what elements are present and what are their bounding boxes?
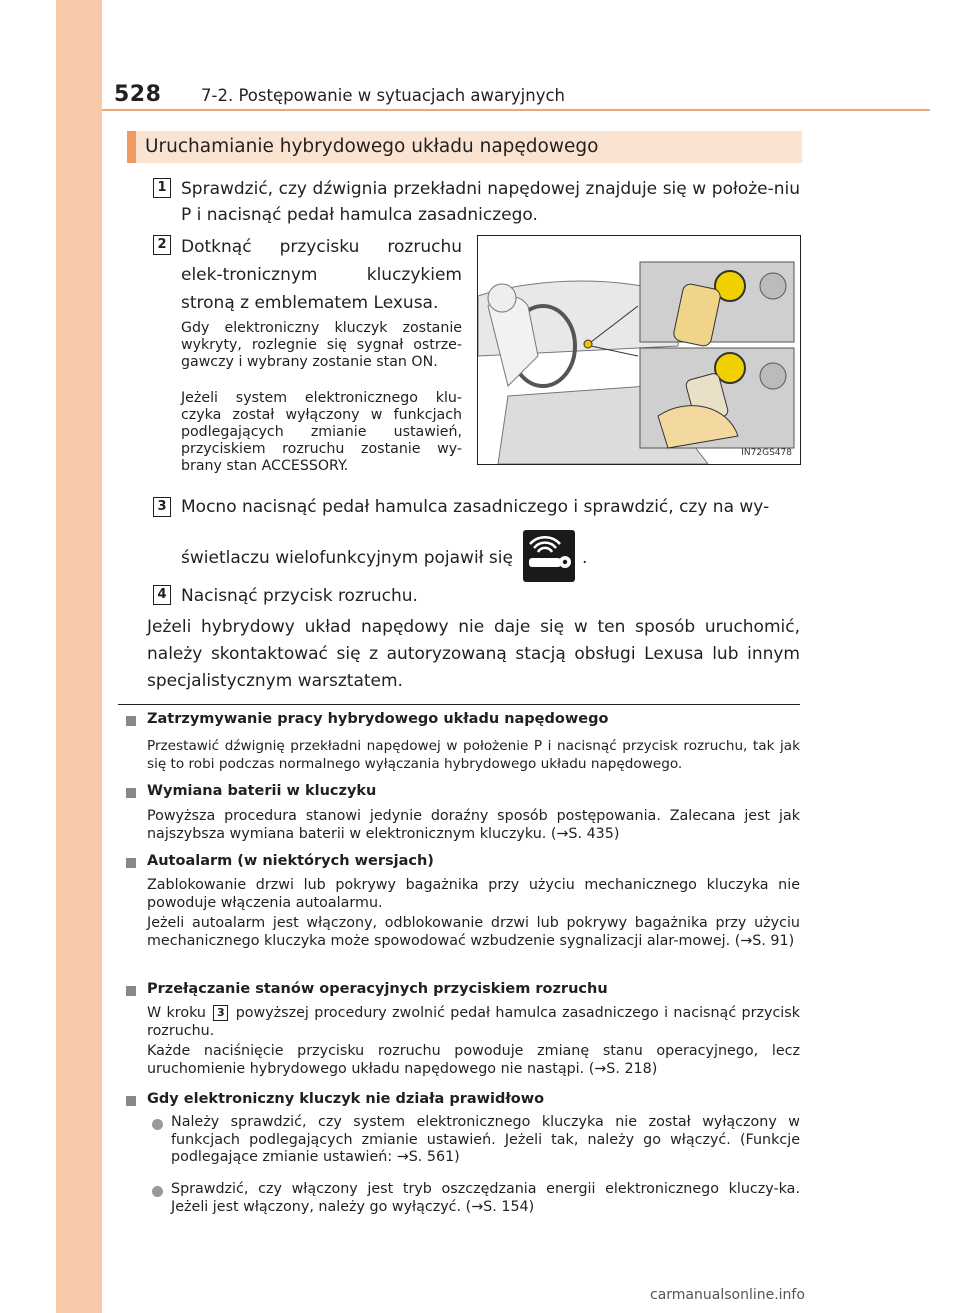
bullet-icon — [152, 1119, 163, 1130]
footer-watermark: carmanualsonline.info — [650, 1287, 805, 1303]
step-number: 2 — [153, 235, 171, 255]
bullet-icon — [152, 1186, 163, 1197]
bullet-text: Sprawdzić, czy włączony jest tryb oszczędzania energii elektronicznego kluczy-ka. Jeżeli jest włączony, należy go wyłączyć. (→S. 154) — [171, 1181, 800, 1215]
note-marker-icon — [126, 858, 136, 868]
note-marker-icon — [126, 716, 136, 726]
note-body: Zablokowanie drzwi lub pokrywy bagażnika przy użyciu mechanicznego kluczyka nie powoduje włączenia autoalarmu. — [147, 877, 800, 911]
step-text: Dotknąć przycisku rozruchu elek-tronicznym kluczykiem stroną z emblematem Lexusa. — [181, 237, 462, 313]
step-text: Mocno nacisnąć pedał hamulca zasadniczego i sprawdzić, czy na wy- — [181, 497, 770, 517]
step-number: 4 — [153, 585, 171, 605]
step-text: świetlaczu wielofunkcyjnym pojawił się — [181, 548, 513, 568]
section-divider — [118, 704, 800, 705]
note-body — [147, 1005, 800, 1040]
step-note: Jeżeli system elektronicznego klu-czyka został wyłączony w funkcjach podlegających zmianie ustawień, przyciskiem rozruchu zostanie wy-brany stan ACCESSORY. — [181, 390, 462, 474]
step-text: . — [582, 548, 588, 568]
note-body: Jeżeli autoalarm jest włączony, odblokowanie drzwi lub pokrywy bagażnika przy użyciu mechanicznego kluczyka może spowodować wzbudzenie sygnalizacji alar-mowej. (→S. 91) — [147, 915, 800, 949]
page-number: 528 — [114, 82, 162, 107]
step-note: Gdy elektroniczny kluczyk zostanie wykryty, rozlegnie się sygnał ostrze-gawczy i wybrany zostanie stan ON. — [181, 320, 462, 370]
step-text: Nacisnąć przycisk rozruchu. — [181, 586, 418, 606]
note-marker-icon — [126, 1096, 136, 1106]
closing-paragraph: Jeżeli hybrydowy układ napędowy nie daje się w ten sposób uruchomić, należy skontaktować się z autoryzowaną stacją obsługi Lexusa lub innym specjalistycznym warsztatem. — [147, 617, 800, 691]
inline-step-number: 3 — [213, 1005, 228, 1021]
note-title: Autoalarm (w niektórych wersjach) — [147, 853, 434, 869]
illustration-drawing — [478, 236, 800, 464]
step-text: Sprawdzić, czy dźwignia przekładni napędowej znajduje się w położe-niu P i nacisnąć pedał hamulca zasadniczego. — [181, 179, 800, 225]
section-accent — [127, 131, 136, 163]
bullet-text: Należy sprawdzić, czy system elektronicznego kluczyka nie został wyłączony w funkcjach podlegających zmianie ustawień. Jeżeli tak, należy go włączyć. (Funkcje podlegające zmianie ustawień: →S. 561) — [171, 1114, 800, 1165]
note-marker-icon — [126, 788, 136, 798]
note-marker-icon — [126, 986, 136, 996]
ready-indicator-icon — [523, 530, 575, 582]
illustration-push-start — [477, 235, 801, 465]
chapter-title: 7-2. Postępowanie w sytuacjach awaryjnych — [201, 86, 566, 105]
note-body: Powyższa procedura stanowi jedynie doraźny sposób postępowania. Zalecana jest jak najszybsza wymiana baterii w elektronicznym kluczyku. (→S. 435) — [147, 808, 800, 842]
note-title: Gdy elektroniczny kluczyk nie działa prawidłowo — [147, 1091, 545, 1107]
step-number: 1 — [153, 178, 171, 198]
step-number: 3 — [153, 497, 171, 517]
section-title: Uruchamianie hybrydowego układu napędowego — [145, 136, 599, 157]
note-title: Zatrzymywanie pracy hybrydowego układu napędowego — [147, 711, 609, 727]
header-rule — [102, 109, 930, 111]
key-indicator-icon — [523, 530, 575, 582]
note-title: Przełączanie stanów operacyjnych przyciskiem rozruchu — [147, 981, 608, 997]
note-text: powyższej procedury zwolnić pedał hamulca zasadniczego i nacisnąć przycisk rozruchu. — [147, 1005, 801, 1039]
note-body: Przestawić dźwignię przekładni napędowej w położenie P i nacisnąć przycisk rozruchu, tak jak się to robi podczas normalnego wyłączania hybrydowego układu napędowego. — [147, 738, 800, 772]
side-color-strip — [56, 0, 102, 1313]
illustration-code: IN72GS478 — [741, 448, 792, 458]
note-title: Wymiana baterii w kluczyku — [147, 783, 377, 799]
note-text: W kroku — [147, 1005, 206, 1021]
note-body: Każde naciśnięcie przycisku rozruchu powoduje zmianę stanu operacyjnego, lecz uruchomienie hybrydowego układu napędowego nie nastąpi. (→S. 218) — [147, 1043, 800, 1077]
